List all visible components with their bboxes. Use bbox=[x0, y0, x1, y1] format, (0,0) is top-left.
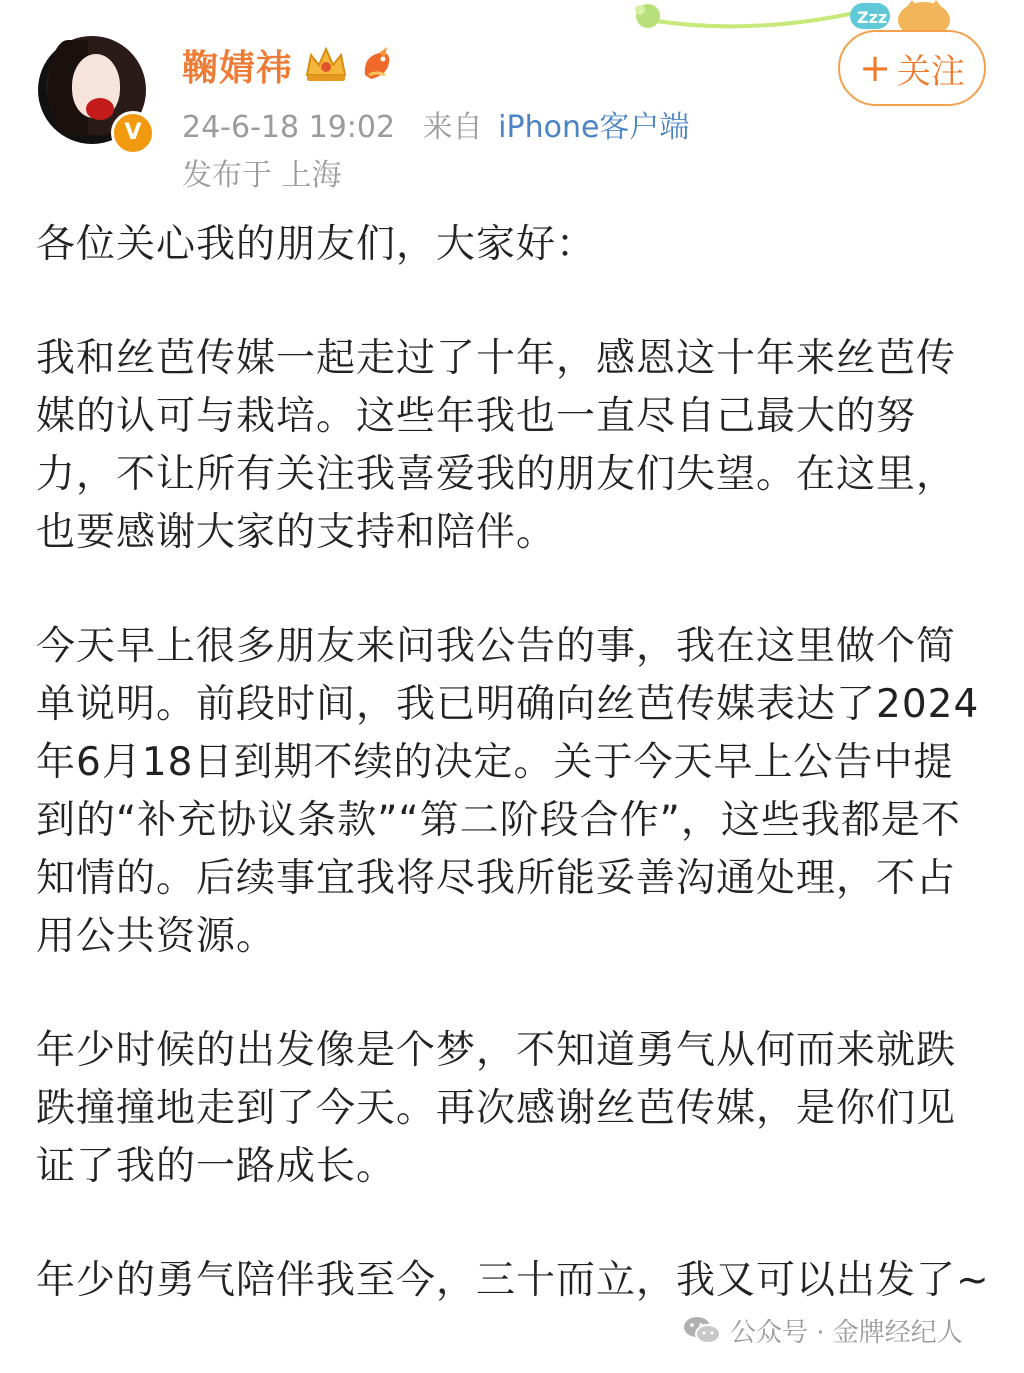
avatar-lip bbox=[86, 98, 114, 120]
watermark-text: 公众号 · 金牌经纪人 bbox=[730, 1317, 963, 1348]
post-paragraph: 我和丝芭传媒一起走过了十年，感恩这十年来丝芭传媒的认可与栽培。这些年我也一直尽自己最大的努力，不让所有关注我喜爱我的朋友们失望。在这里，也要感谢大家的支持和陪伴。 bbox=[36, 336, 957, 555]
follow-button[interactable] bbox=[838, 30, 986, 106]
post-paragraph: 今天早上很多朋友来问我公告的事，我在这里做个简单说明。前段时间，我已明确向丝芭传媒表达了2024年6月18日到期不续的决定。关于今天早上公告中提到的“补充协议条款”“第二阶段合作”，这些我都是不知情的。后续事宜我将尽我所能妥善沟通处理，不占用公共资源。 bbox=[36, 624, 980, 959]
verified-v-icon: V bbox=[111, 111, 155, 155]
post-source-link[interactable]: iPhone客户端 bbox=[498, 110, 690, 145]
decoration-zzz: Zzz bbox=[857, 8, 888, 27]
username-row bbox=[182, 40, 397, 90]
post-paragraph-greeting: 各位关心我的朋友们，大家好： bbox=[36, 222, 597, 267]
bird-icon[interactable] bbox=[359, 45, 397, 85]
crown-icon[interactable] bbox=[303, 45, 349, 85]
post-paragraph: 年少的勇气陪伴我至今，三十而立，我又可以出发了~ bbox=[36, 1258, 990, 1303]
post-meta bbox=[182, 102, 689, 146]
plus-icon: + bbox=[859, 46, 891, 90]
follow-button-label: 关注 bbox=[896, 51, 965, 92]
wechat-icon bbox=[682, 1314, 722, 1346]
post-timestamp: 24-6-18 19:02 bbox=[182, 110, 396, 145]
username[interactable]: 鞠婧祎 bbox=[182, 47, 294, 89]
source-prefix: 来自 bbox=[422, 110, 483, 145]
post-paragraph: 年少时候的出发像是个梦，不知道勇气从何而来就跌跌撞撞地走到了今天。再次感谢丝芭传媒，是你们见证了我的一路成长。 bbox=[36, 1028, 957, 1189]
watermark bbox=[682, 1312, 963, 1348]
post-location: 发布于 上海 bbox=[182, 158, 342, 193]
post-body bbox=[36, 216, 991, 1310]
